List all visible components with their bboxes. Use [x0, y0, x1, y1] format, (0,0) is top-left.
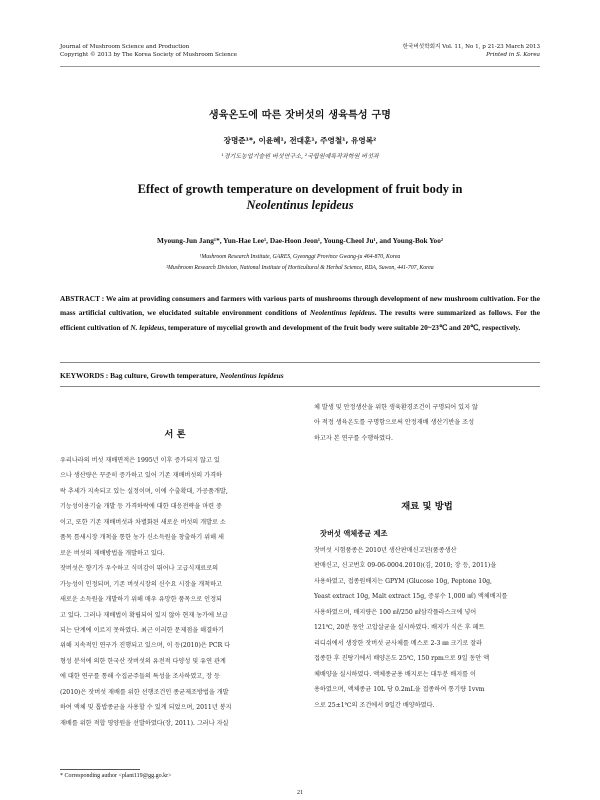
abstract-label: ABSTRACT : [60, 294, 106, 303]
corresponding-author-footnote: * Corresponding author <plant119@gg.go.kr> [60, 773, 172, 779]
text-line: 사용하였고, 접종원배지는 GPYM (Glucose 10g, Peptone 10g, [314, 577, 493, 585]
text-line: 가능성이 인정되며, 기존 버섯시장의 신수요 시장을 개척하고 [60, 580, 222, 588]
running-header-right [403, 44, 540, 59]
copyright-notice: Copyright © 2013 by The Korea Society of Mushroom Science [60, 51, 238, 58]
text-line: 사용하였으며, 배지량은 100 ㎖/250 ㎖삼각플라스크에 넣어 [314, 608, 477, 616]
journal-name: Journal of Mushroom Science and Production [60, 44, 190, 50]
keywords-text: Bag culture, Growth temperature, [110, 371, 220, 380]
text-line: 새로운 소득원을 개발하기 위해 매우 유망한 품목으로 인정되 [60, 596, 222, 604]
text-line: 체배양을 실시하였다. 액체종균용 배지로는 대두분 배지를 이 [314, 670, 476, 678]
english-authors: Myoung-Jun Jang¹*, Yun-Hae Lee¹, Dae-Hoon Jeon¹, Young-Cheol Ju¹, and Young-Bok Yoo² [156, 236, 444, 245]
text-line: 아 적정 생육온도를 구명함으로써 안정재배 생산기반을 조성 [314, 419, 475, 427]
text-line: 리디쉬에서 생장한 잣버섯 균사체를 메스로 2-3 ㎜ 크기로 잘라 [314, 639, 483, 647]
text-line: 고 있다. 그러나 재배법이 확립되어 있지 않아 현재 농가에 보급 [60, 611, 228, 619]
text-line: 위해 지속적인 연구가 진행되고 있으며, 이 등(2010)은 PCR 다 [60, 642, 231, 650]
text-line: 접종한 후 진탕기에서 배양온도 25℃, 150 rpm으로 9일 동안 액 [314, 655, 490, 663]
english-affiliations [60, 252, 540, 274]
keywords [60, 371, 540, 380]
text-line: 으나 생산량은 꾸준히 증가하고 있어 기존 재배버섯의 가격하 [60, 472, 222, 480]
text-line: 형성 분석에 의한 한국산 잣버섯의 유전적 다양성 및 유연 관계 [60, 657, 226, 665]
english-title-line-1: Effect of growth temperature on development of fruit body in [137, 182, 463, 196]
abstract-species-1: Neolentinus lepideus [309, 308, 375, 318]
text-line: 에 대한 연구를 통해 수집균주들의 특성을 조사하였고, 장 등 [60, 673, 220, 681]
text-line: 락 추세가 지속되고 있는 실정이며, 이에 수출확대, 가공품개발, [60, 487, 228, 495]
intro-body [60, 453, 292, 731]
printed-location: Printed in S. Korea [486, 51, 540, 58]
english-title-line-2: Neolentinus lepideus [246, 198, 354, 212]
methods-body [314, 543, 542, 713]
text-line: 로운 버섯의 재배방법을 개발하고 있다. [60, 549, 165, 557]
text-line: 121℃, 20분 동안 고압살균을 실시하였다. 배지가 식은 후 페트 [314, 624, 485, 632]
korean-title: 생육온도에 따른 잣버섯의 생육특성 구명 [208, 110, 392, 121]
abstract-text-3: , temperature of mycelial growth and development of the fruit body were suitable 20~23℃ and 20℃, respectively. [164, 322, 521, 332]
abstract-text-1: We aim at providing consumers and farmers with various parts of mushrooms through development of new mushroom cultivation. For the mass artificial cultivation, we elucidated suitable environment conditions of [60, 294, 540, 318]
running-header-left [60, 44, 237, 59]
text-line: 하여 액체 및 톱밥종균을 사용할 수 있게 되었으며, 2011년 봉지 [60, 704, 232, 712]
abstract-divider [60, 362, 540, 363]
abstract [60, 292, 540, 335]
text-line: 체 발생 및 안정생산을 위한 생육환경조건이 구명되어 있지 않 [314, 404, 478, 411]
text-line: 기능성이용기술 개발 등 가격하락에 대한 대응전략을 마련 중 [60, 503, 222, 511]
abstract-text-2: . The results were summarized as follows. For the efficient cultivation of [60, 308, 540, 332]
journal-volume-info: 한국버섯학회지 Vol. 11, No 1, p 21-23 March 2013 [402, 44, 540, 50]
text-line: 잣버섯 시험품종은 2010년 생산판매신고된(품종생산 [314, 547, 457, 554]
text-line: 이고, 또한 기존 재배버섯과 차별화된 새로운 버섯의 개발로 소 [60, 518, 226, 526]
methods-subheading: 잣버섯 액체종균 제조 [320, 529, 388, 538]
affiliation-2: ²Mushroom Research Division, National Institute of Horticultural & Herbal Science, RDA, Suwon, 441-707, Korea [166, 265, 434, 271]
text-line: 잣버섯은 향기가 우수하고 식미감이 뛰어나 고급식재료로의 [60, 565, 219, 573]
korean-affiliations: ¹경기도농업기술원 버섯연구소, ²국립원예특작과학원 버섯과 [221, 153, 379, 160]
page-number: 21 [297, 790, 303, 796]
intro-heading: 서 론 [164, 429, 186, 440]
intro-continued [314, 400, 542, 446]
footnote-divider [60, 769, 140, 770]
affiliation-1: ¹Mushroom Research Institute, GARES, Gyeonggi Province Gwang-ju 464-870, Korea [199, 254, 401, 260]
methods-heading: 재료 및 방법 [401, 501, 453, 512]
keywords-divider [60, 386, 540, 387]
text-line: (2010)은 잣버섯 재배를 위한 선행조건인 종균제조방법을 개발 [60, 688, 229, 696]
text-line: 판매신고, 신고번호 09-06-0004.2010)(김, 2010; 장 등, 2011)을 [314, 562, 497, 570]
text-line: 되는 단계에 이르지 못하였다. 최근 이러한 문제점을 해결하기 [60, 626, 224, 634]
keywords-label: KEYWORDS : [60, 371, 111, 380]
korean-authors: 장명준¹*, 이윤혜¹, 전대훈¹, 주영철¹, 유영복² [223, 136, 377, 145]
header-divider [60, 66, 540, 67]
text-line: Yeast extract 10g, Malt extract 15g, 증류수 1,000 ㎖) 액체배지를 [314, 593, 508, 601]
text-line: 으로 25±1℃의 조건에서 9일간 배양하였다. [314, 701, 435, 709]
text-line: 품목 틈새시장 개척을 통한 농가 신소득원을 창출하기 위해 새 [60, 534, 224, 542]
abstract-species-2: N. lepideus [130, 322, 165, 332]
keywords-species: Neolentinus lepideus [219, 371, 284, 380]
text-line: 하고자 본 연구를 수행하였다. [314, 434, 393, 442]
text-line: 우리나라의 버섯 재배면적은 1995년 이후 증가되지 않고 있 [60, 457, 220, 464]
text-line: 용하였으며, 액체종균 10L 당 0.2mL을 접종하여 통기량 1vvm [314, 686, 485, 694]
english-title [60, 181, 540, 213]
text-line: 재배를 위한 적합 영양원을 선발하였다(장, 2011). 그러나 자실 [60, 719, 229, 727]
